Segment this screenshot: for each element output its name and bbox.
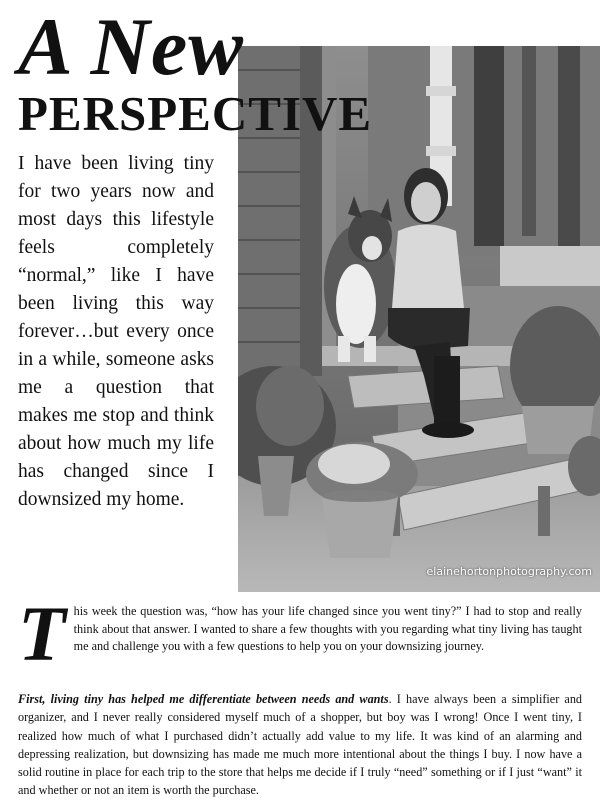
title-line-1: A New	[18, 1, 244, 92]
body-paragraph-2	[18, 690, 582, 800]
paragraph-2-lead: First, living tiny has helped me differentiate between needs and wants	[18, 692, 389, 706]
intro-paragraph: I have been living tiny for two years now and most days this lifestyle feels completely “normal,” like I have been living this way forever…but every once in a while, someone asks me a question that makes me stop and think about how much my life has changed since I downsized my home.	[18, 153, 214, 510]
paragraph-1-text: his week the question was, “how has your life changed since you went tiny?” I had to stop and really think about that answer. I wanted to share a few thoughts with you regarding what tiny living has taught me and challenge you with a few questions to help you on your downsizing journey.	[73, 604, 582, 653]
paragraph-2-text: . I have always been a simplifier and organizer, and I never really considered myself much of a shopper, but boy was I wrong! Once I went tiny, I realized how much of what I purchased didn’t actually add value to my life. It was kind of an alarming and depressing realization, but downsizing has made me much more intentional about the things I buy. I now have a solid routine in place for each trip to the store that helps me decide if I truly “need” something or if I just “want” it and whether or not an item is worth the purchase.	[18, 692, 583, 798]
title-line-2: PERSPECTIVE	[18, 86, 373, 141]
body-paragraph-1	[18, 590, 582, 677]
drop-cap: T	[18, 590, 66, 677]
photo-credit: elainehortonphotography.com	[426, 565, 592, 578]
